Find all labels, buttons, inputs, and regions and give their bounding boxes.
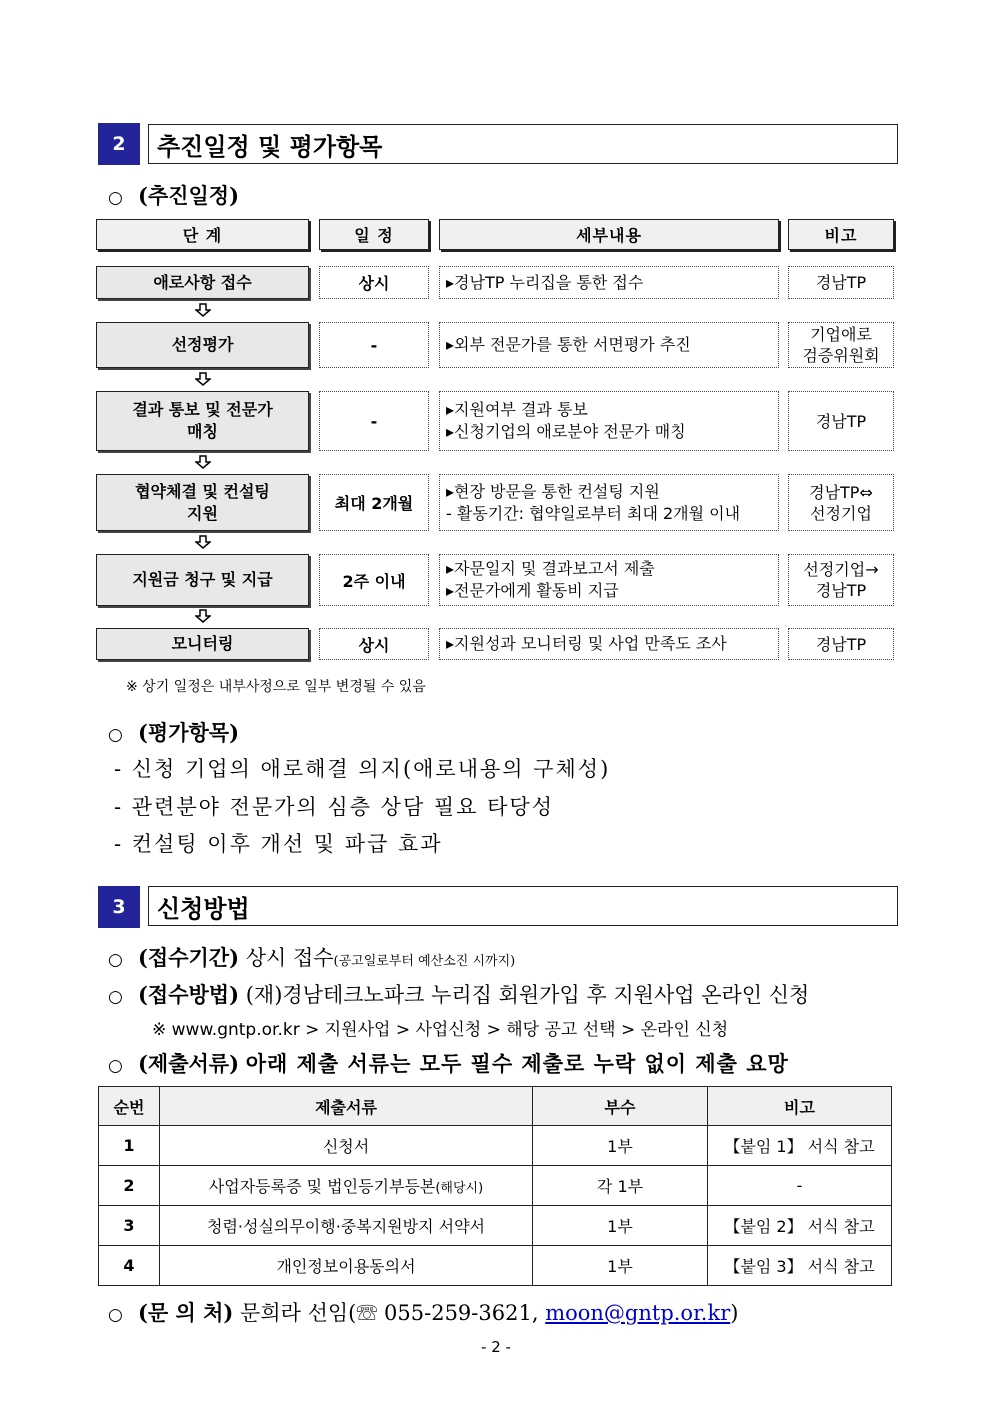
doc-note: - — [708, 1166, 892, 1206]
note-cell — [788, 391, 894, 451]
stage-label: 애로사항 접수 — [153, 272, 252, 292]
note-line: 선정기업→ — [803, 560, 879, 579]
table-header-row — [99, 1087, 892, 1126]
period-text: 상시 접수 — [245, 946, 334, 970]
doc-copies: 각 1부 — [533, 1166, 708, 1206]
eval-item: - 관련분야 전문가의 심층 상담 필요 타당성 — [114, 795, 555, 819]
circle-bullet-icon: ○ — [108, 1056, 123, 1076]
stage-box — [96, 474, 309, 531]
doc-name: 사업자등록증 및 법인등기부등본(해당시) — [160, 1166, 533, 1206]
detail-cell — [439, 474, 779, 531]
stage-label: 모니터링 — [171, 634, 234, 653]
schedule-footnote: ※ 상기 일정은 내부사정으로 일부 변경될 수 있음 — [126, 679, 426, 695]
stage-label: 지원 — [187, 503, 218, 523]
header-stage: 단 계 — [96, 219, 309, 250]
detail-item: ▸전문가에게 활동비 지급 — [446, 581, 619, 600]
section-number-badge: 2 — [98, 123, 140, 165]
col-copies: 부수 — [533, 1087, 708, 1126]
method-label: (접수방법) — [138, 982, 240, 1007]
doc-no: 4 — [99, 1246, 160, 1286]
detail-item: ▸자문일지 및 결과보고서 제출 — [446, 559, 655, 578]
stage-box — [96, 628, 309, 660]
detail-item: ▸현장 방문을 통한 컨설팅 지원 — [446, 481, 660, 501]
down-arrow-icon — [195, 609, 211, 623]
period-label: (접수기간) — [138, 945, 240, 970]
table-row — [99, 1166, 892, 1206]
detail-cell — [439, 391, 779, 451]
documents-table — [98, 1086, 892, 1286]
schedule-heading — [108, 180, 239, 210]
stage-box — [96, 554, 309, 606]
note-line: 경남TP — [815, 411, 867, 431]
detail-item: ▸지원성과 모니터링 및 사업 만족도 조사 — [446, 634, 727, 653]
stage-label: 매칭 — [187, 422, 218, 441]
header-note: 비고 — [788, 219, 894, 250]
table-row — [99, 1246, 892, 1286]
schedule-cell: 2주 이내 — [319, 554, 429, 606]
down-arrow-icon — [195, 372, 211, 386]
note-line: 기업애로 — [810, 325, 872, 344]
eval-heading-text: (평가항목) — [138, 720, 240, 745]
contact-phone: 055-259-3621, — [377, 1301, 546, 1325]
note-line: 경남TP⇔ — [809, 482, 873, 502]
down-arrow-icon — [195, 535, 211, 549]
down-arrow-icon — [195, 303, 211, 317]
doc-name: 청렴·성실의무이행·중복지원방지 서약서 — [160, 1206, 533, 1246]
schedule-cell: 최대 2개월 — [319, 474, 429, 531]
detail-item: ▸외부 전문가를 통한 서면평가 추진 — [446, 335, 691, 354]
method-text: (재)경남테크노파크 누리집 회원가입 후 지원사업 온라인 신청 — [245, 983, 810, 1007]
down-arrow-icon — [195, 455, 211, 469]
detail-item: ▸경남TP 누리집을 통한 접수 — [446, 272, 644, 292]
contact-person: 문희라 선임( — [240, 1301, 357, 1325]
doc-name: 개인정보이용동의서 — [160, 1246, 533, 1286]
phone-icon: ☏ — [356, 1301, 378, 1325]
table-row — [99, 1126, 892, 1166]
eval-item: - 컨설팅 이후 개선 및 파급 효과 — [114, 832, 443, 856]
circle-bullet-icon: ○ — [108, 950, 123, 970]
stage-label: 결과 통보 및 전문가 — [132, 400, 273, 419]
note-cell — [788, 322, 894, 368]
note-cell — [788, 266, 894, 299]
doc-note: 【붙임 2】 서식 참고 — [708, 1206, 892, 1246]
doc-note: 【붙임 1】 서식 참고 — [708, 1126, 892, 1166]
stage-box — [96, 391, 309, 451]
doc-no: 2 — [99, 1166, 160, 1206]
note-line: 경남TP — [815, 273, 867, 292]
doc-name: 신청서 — [160, 1126, 533, 1166]
stage-label: 협약체결 및 컨설팅 — [135, 481, 270, 501]
contact-close: ) — [730, 1301, 739, 1325]
doc-copies: 1부 — [533, 1246, 708, 1286]
stage-box — [96, 266, 309, 299]
note-cell — [788, 554, 894, 606]
header-detail: 세부내용 — [439, 219, 779, 250]
note-line: 경남TP — [815, 581, 867, 600]
doc-no: 1 — [99, 1126, 160, 1166]
period-small: (공고일로부터 예산소진 시까지) — [333, 954, 516, 969]
stage-label: 선정평가 — [171, 335, 234, 354]
doc-no: 3 — [99, 1206, 160, 1246]
detail-item: - 활동기간: 협약일로부터 최대 2개월 이내 — [446, 503, 741, 523]
circle-bullet-icon: ○ — [108, 1305, 123, 1325]
schedule-heading-text: (추진일정) — [138, 183, 240, 208]
doc-note: 【붙임 3】 서식 참고 — [708, 1246, 892, 1286]
method-note: ※ www.gntp.or.kr > 지원사업 > 사업신청 > 해당 공고 선택 > 온라인 신청 — [152, 1020, 729, 1040]
detail-item: ▸지원여부 결과 통보 — [446, 400, 588, 419]
contact-line — [108, 1297, 738, 1327]
schedule-cell: - — [319, 322, 429, 368]
schedule-cell: 상시 — [319, 266, 429, 299]
docs-label: (제출서류) — [138, 1051, 240, 1076]
note-cell — [788, 628, 894, 660]
section-number-badge: 3 — [98, 886, 140, 928]
section-title: 추진일정 및 평가항목 — [148, 124, 898, 164]
stage-box — [96, 322, 309, 368]
docs-text: 아래 제출 서류는 모두 필수 제출로 누락 없이 제출 요망 — [245, 1051, 789, 1076]
detail-item: ▸신청기업의 애로분야 전문가 매칭 — [446, 422, 686, 441]
stage-label: 지원금 청구 및 지급 — [132, 570, 273, 589]
note-line: 선정기업 — [810, 503, 872, 523]
eval-item: - 신청 기업의 애로해결 의지(애로내용의 구체성) — [114, 757, 611, 781]
detail-cell — [439, 554, 779, 606]
contact-email-link[interactable]: moon@gntp.or.kr — [545, 1301, 731, 1325]
col-no: 순번 — [99, 1087, 160, 1126]
doc-copies: 1부 — [533, 1206, 708, 1246]
detail-cell — [439, 266, 779, 299]
detail-cell — [439, 322, 779, 368]
eval-heading — [108, 717, 239, 747]
method-line — [108, 979, 809, 1009]
header-schedule: 일 정 — [319, 219, 429, 250]
note-line: 경남TP — [815, 634, 867, 654]
note-line: 검증위원회 — [802, 346, 880, 365]
contact-label: (문 의 처) — [138, 1300, 234, 1325]
circle-bullet-icon: ○ — [108, 725, 123, 745]
circle-bullet-icon: ○ — [108, 188, 123, 208]
schedule-cell: 상시 — [319, 628, 429, 660]
section-title: 신청방법 — [148, 886, 898, 926]
col-name: 제출서류 — [160, 1087, 533, 1126]
page-number: - 2 - — [481, 1338, 511, 1356]
schedule-cell: - — [319, 391, 429, 451]
docs-line — [108, 1048, 789, 1078]
circle-bullet-icon: ○ — [108, 987, 123, 1007]
col-note: 비고 — [708, 1087, 892, 1126]
table-row — [99, 1206, 892, 1246]
detail-cell — [439, 628, 779, 660]
period-line — [108, 942, 515, 972]
doc-copies: 1부 — [533, 1126, 708, 1166]
note-cell — [788, 474, 894, 531]
